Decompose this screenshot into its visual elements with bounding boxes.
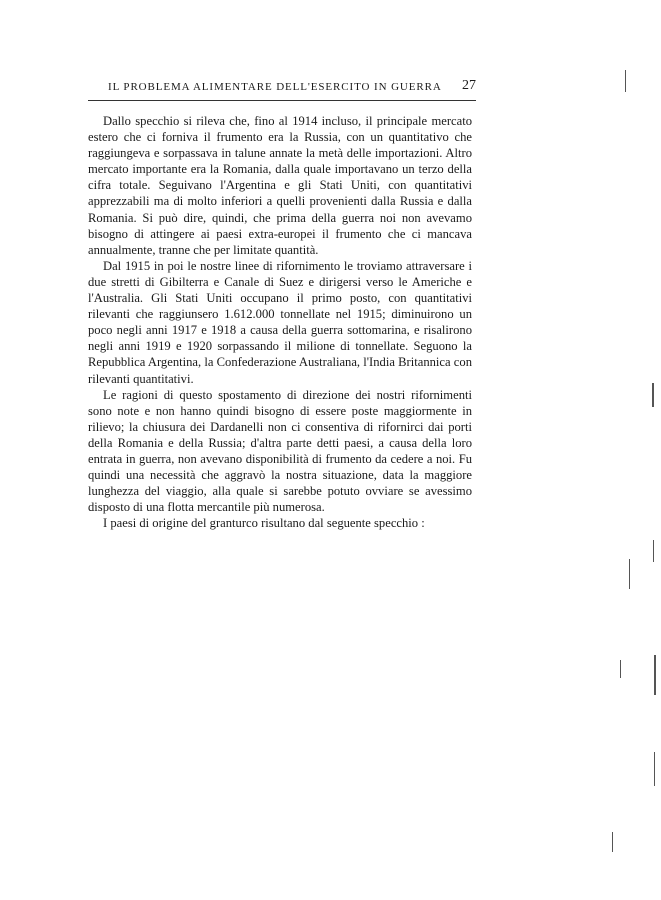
scan-edge-mark (629, 559, 630, 589)
scan-edge-mark (652, 383, 654, 407)
body-text (88, 113, 472, 531)
scan-edge-mark (653, 540, 654, 562)
scan-edge-mark (654, 655, 656, 695)
header-rule (88, 100, 476, 101)
paragraph-3: Le ragioni di questo spostamento di direzione dei nostri rifornimenti sono note e non hanno quindi bisogno di essere poste maggiormente in rilievo; la chiusura dei Dardanelli non ci consentiva di rifornirci dai porti della Romania e della Russia; d'altra parte detti paesi, a causa della loro entrata in guerra, non avevano disponibilità di frumento da cedere a noi. Fu quindi una necessità che aggravò la nostra situazione, data la maggiore lunghezza del viaggio, alla quale si sarebbe potuto ovviare se avessimo disposto di una flotta mercantile più numerosa. (88, 387, 472, 515)
scan-edge-mark (620, 660, 621, 678)
scan-edge-mark (612, 832, 613, 852)
paragraph-1: Dallo specchio si rileva che, fino al 1914 incluso, il principale mercato estero che ci forniva il frumento era la Russia, con un quantitativo che raggiungeva e sorpassava in talune annate la metà delle importazioni. Altro mercato importante era la Romania, dalla quale importavano un terzo della cifra totale. Seguivano l'Argentina e gli Stati Uniti, con quantitativi apprezzabili ma di molto inferiori a quelli provenienti dalla Russia e dalla Romania. Si può dire, quindi, che prima della guerra noi non avevamo bisogno di attingere ai paesi extra-europei il frumento che ci mancava annualmente, tranne che per limitate quantità. (88, 114, 472, 257)
page-header (88, 78, 480, 102)
scan-edge-mark (625, 70, 626, 92)
scan-edge-mark (654, 752, 655, 786)
paragraph-2: Dal 1915 in poi le nostre linee di rifornimento le troviamo attraversare i due stretti di Gibilterra e Canale di Suez e dirigersi verso le Americhe e l'Australia. Gli Stati Uniti occupano il primo posto, con quantitativi rilevanti che raggiunsero 1.612.000 tonnellate nel 1915; diminuirono un poco negli anni 1917 e 1918 a causa della guerra sottomarina, e risalirono negli anni 1919 e 1920 sorpassando il milione di tonnellate. Seguono la Repubblica Argentina, la Confederazione Australiana, l'India Britannica con rilevanti quantitativi. (88, 258, 472, 386)
running-title: IL PROBLEMA ALIMENTARE DELL'ESERCITO IN GUERRA (108, 81, 442, 93)
paragraph-4: I paesi di origine del granturco risultano dal seguente specchio : (103, 516, 425, 531)
page-number: 27 (462, 78, 476, 93)
